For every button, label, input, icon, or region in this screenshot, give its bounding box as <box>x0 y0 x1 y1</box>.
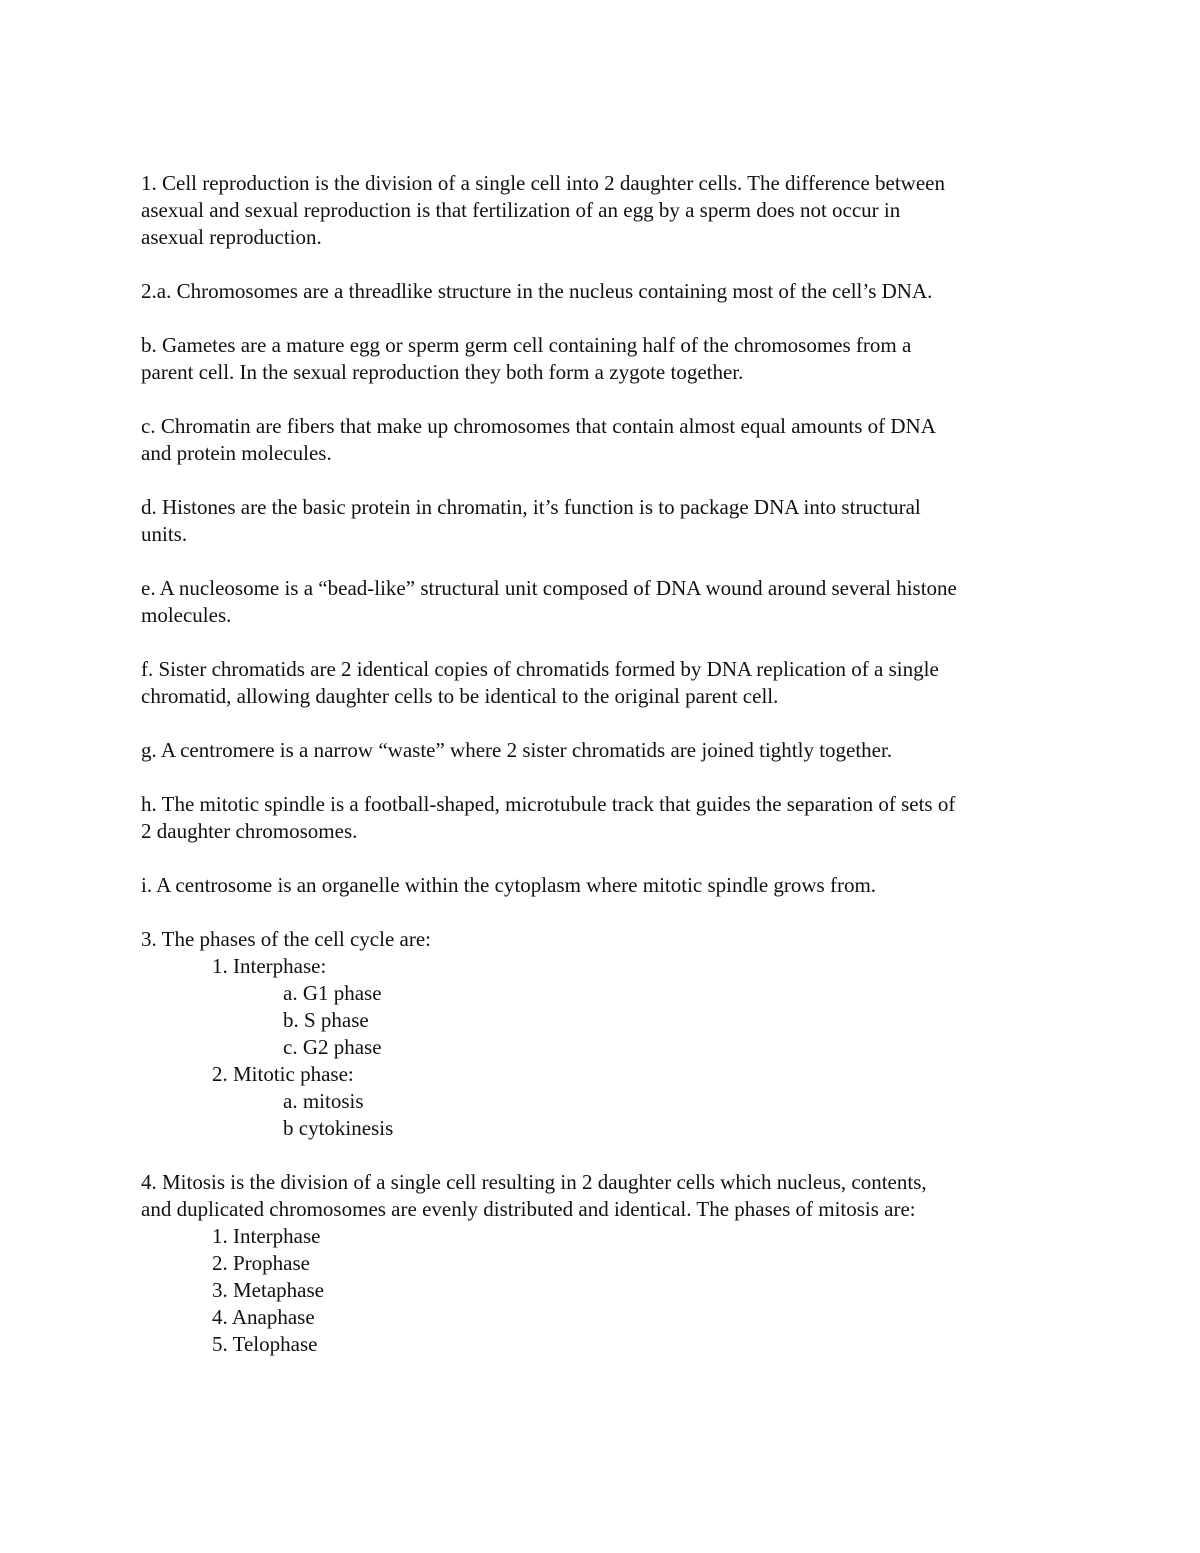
list-item: 5. Telophase <box>212 1332 318 1356</box>
text-line: 2 daughter chromosomes. <box>141 819 358 843</box>
text-line: 2.a. Chromosomes are a threadlike structure in the nucleus containing most of the cell’s DNA. <box>141 279 933 303</box>
text-line: parent cell. In the sexual reproduction they both form a zygote together. <box>141 360 744 384</box>
text-line: f. Sister chromatids are 2 identical copies of chromatids formed by DNA replication of a single <box>141 657 939 681</box>
document-body <box>141 170 1071 1385</box>
text-line: h. The mitotic spindle is a football-shaped, microtubule track that guides the separation of sets of <box>141 792 956 816</box>
list-item: c. G2 phase <box>283 1035 382 1059</box>
answer-2b <box>141 332 1071 386</box>
answer-2a <box>141 278 1071 305</box>
text-line: 4. Mitosis is the division of a single cell resulting in 2 daughter cells which nucleus, contents, <box>141 1170 927 1194</box>
text-line: d. Histones are the basic protein in chromatin, it’s function is to package DNA into structural <box>141 495 921 519</box>
list-item: 1. Interphase: <box>212 954 327 978</box>
answer-3 <box>141 926 1071 1142</box>
list-item: a. mitosis <box>283 1089 364 1113</box>
list-item: b cytokinesis <box>283 1116 394 1140</box>
list-item: 1. Interphase <box>212 1224 321 1248</box>
text-line: and duplicated chromosomes are evenly distributed and identical. The phases of mitosis are: <box>141 1197 916 1221</box>
list-item: 4. Anaphase <box>212 1305 315 1329</box>
text-line: b. Gametes are a mature egg or sperm germ cell containing half of the chromosomes from a <box>141 333 912 357</box>
list-item: 3. Metaphase <box>212 1278 324 1302</box>
answer-2c <box>141 413 1071 467</box>
text-line: c. Chromatin are fibers that make up chromosomes that contain almost equal amounts of DNA <box>141 414 936 438</box>
text-line: and protein molecules. <box>141 441 332 465</box>
text-line: asexual and sexual reproduction is that fertilization of an egg by a sperm does not occur in <box>141 198 901 222</box>
text-line: g. A centromere is a narrow “waste” where 2 sister chromatids are joined tightly together. <box>141 738 893 762</box>
answer-2g <box>141 737 1071 764</box>
text-line: units. <box>141 522 188 546</box>
answer-2e <box>141 575 1071 629</box>
answer-2f <box>141 656 1071 710</box>
answer-2h <box>141 791 1071 845</box>
text-line: molecules. <box>141 603 232 627</box>
text-line: 1. Cell reproduction is the division of a single cell into 2 daughter cells. The difference between <box>141 171 945 195</box>
text-line: 3. The phases of the cell cycle are: <box>141 927 431 951</box>
list-item: a. G1 phase <box>283 981 382 1005</box>
list-item: 2. Mitotic phase: <box>212 1062 354 1086</box>
list-item: 2. Prophase <box>212 1251 310 1275</box>
text-line: asexual reproduction. <box>141 225 322 249</box>
answer-2i <box>141 872 1071 899</box>
list-item: b. S phase <box>283 1008 369 1032</box>
text-line: i. A centrosome is an organelle within the cytoplasm where mitotic spindle grows from. <box>141 873 877 897</box>
text-line: chromatid, allowing daughter cells to be identical to the original parent cell. <box>141 684 779 708</box>
text-line: e. A nucleosome is a “bead-like” structural unit composed of DNA wound around several histone <box>141 576 957 600</box>
answer-1 <box>141 170 1071 251</box>
answer-2d <box>141 494 1071 548</box>
answer-4 <box>141 1169 1071 1358</box>
